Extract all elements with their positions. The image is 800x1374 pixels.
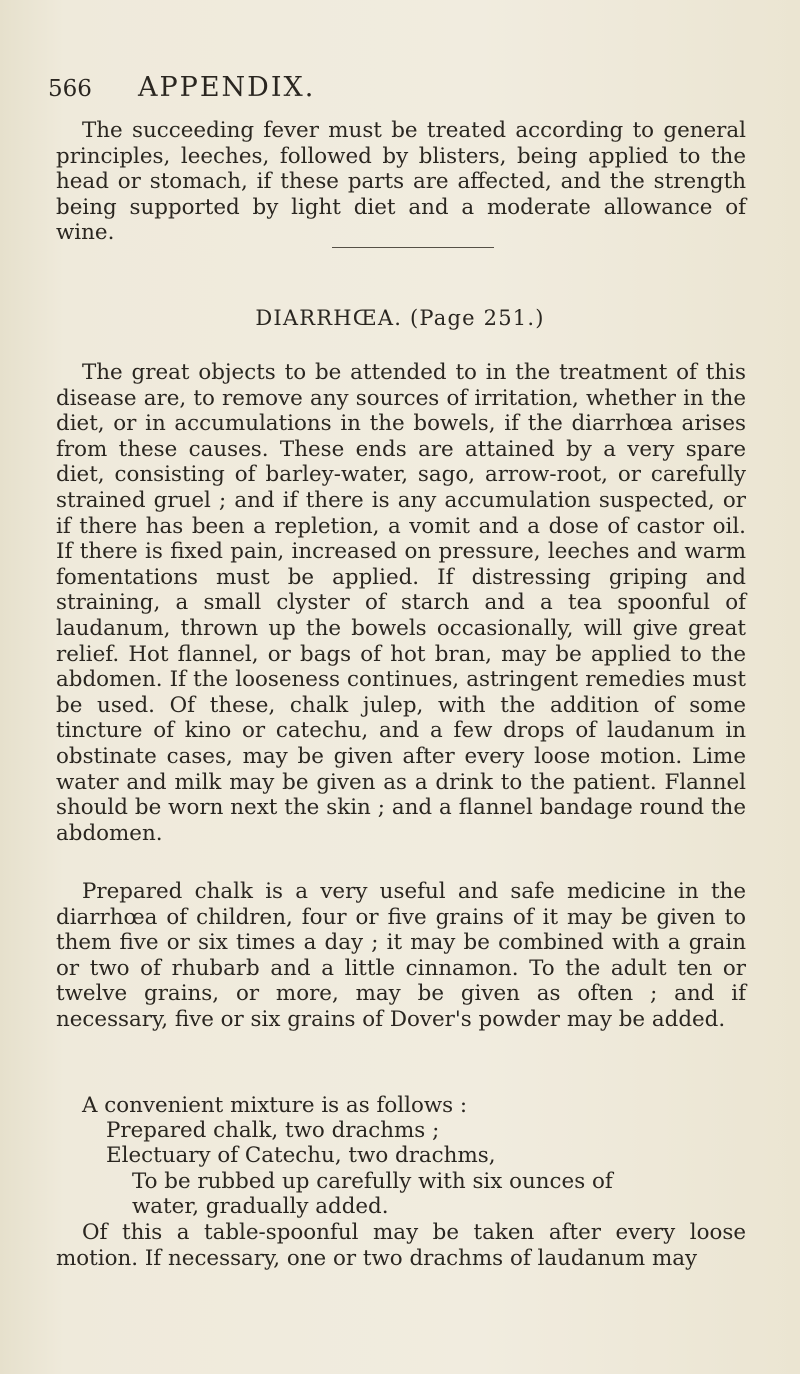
section-heading-diarrhoea: DIARRHŒA. (Page 251.) — [255, 306, 545, 330]
recipe-line: Prepared chalk, two drachms ; — [106, 1118, 440, 1143]
paragraph-fever-treatment: The succeeding fever must be treated according to general principles, leeches, followed by blisters, being applied to the head or stomach, if these parts are affected, and the strength being supported by light diet and a moderate allowance of wine. — [56, 118, 746, 246]
recipe-instruction: water, gradually added. — [132, 1194, 389, 1219]
recipe-line: Electuary of Catechu, two drachms, — [106, 1143, 496, 1168]
running-head: APPENDIX. — [138, 72, 316, 103]
section-divider — [332, 247, 494, 248]
page-number: 566 — [48, 76, 92, 102]
paragraph-diarrhoea-treatment: The great objects to be attended to in the treatment of this disease are, to remove any sources of irritation, whether in the diet, or in accumulations in the bowels, if the diarrhœa arises from these causes. These ends are attained by a very spare diet, consisting of barley-water, sago, arrow-root, or carefully strained gruel ; and if there is any accumulation suspected, or if there has been a repletion, a vomit and a dose of castor oil. If there is fixed pain, increased on pressure, leeches and warm fomentations must be applied. If distressing griping and straining, a small clyster of starch and a tea spoonful of laudanum, thrown up the bowels occasionally, will give great relief. Hot flannel, or bags of hot bran, may be applied to the abdomen. If the looseness continues, astringent remedies must be used. Of these, chalk julep, with the addition of some tincture of kino or catechu, and a few drops of laudanum in obstinate cases, may be given after every loose motion. Lime water and milk may be given as a drink to the patient. Flannel should be worn next the skin ; and a flannel bandage round the abdomen. — [56, 360, 746, 846]
page-header — [48, 72, 748, 110]
paragraph-mixture-intro: A convenient mixture is as follows : — [82, 1093, 468, 1118]
paragraph-prepared-chalk: Prepared chalk is a very useful and safe medicine in the diarrhœa of children, four or five grains of it may be given to them five or six times a day ; it may be combined with a grain or two of rhubarb and a little cinnamon. To the adult ten or twelve grains, or more, may be given as often ; and if necessary, five or six grains of Dover's powder may be added. — [56, 879, 746, 1032]
paragraph-dose: Of this a table-spoonful may be taken after every loose motion. If necessary, one or two drachms of laudanum may — [56, 1220, 746, 1271]
recipe-instruction: To be rubbed up carefully with six ounces of — [132, 1169, 613, 1194]
